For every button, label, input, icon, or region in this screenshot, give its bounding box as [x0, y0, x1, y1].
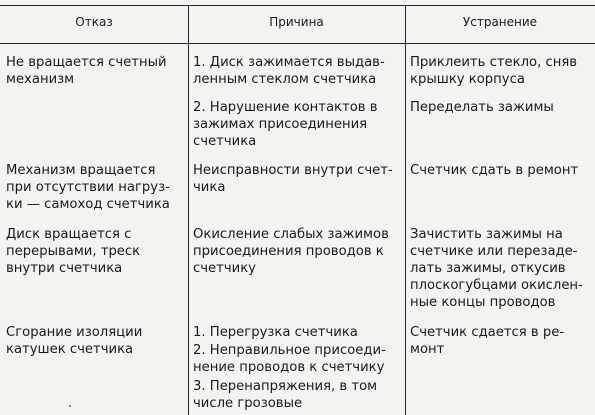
- row2-fix: Счетчик сдать в ремонт: [410, 163, 579, 178]
- row1-fix-2: Переделать зажимы: [410, 100, 554, 115]
- row1-fix-1: Приклеить стекло, сняв крышку корпуса: [410, 55, 578, 87]
- row3-fix: Зачистить зажимы на счетчике или перезаде- лать зажимы, откусив плоскогубцами окислен- ные концы проводов: [410, 227, 583, 310]
- row1-cause-1: 1. Диск зажимается выдав- ленным стеклом счетчика: [193, 55, 385, 87]
- row4-cause-2: 2. Неправильное присоеди- нение проводов к счетчику: [193, 343, 386, 375]
- row4-cause-3: 3. Перенапряжения, в том числе грозовые: [193, 379, 378, 411]
- row4-fault: Сгорание изоляции катушек счетчика: [6, 325, 143, 357]
- row4-fix: Счетчик сдается в ре- монт: [410, 325, 565, 357]
- row3-fault: Диск вращается с перерывами, треск внутри счетчика: [6, 227, 141, 276]
- row1-cause-2: 2. Нарушение контактов в зажимах присоединения счетчика: [193, 100, 378, 149]
- row3-cause: Окисление слабых зажимов присоединения проводов к счетчику: [193, 227, 389, 276]
- header-fault: Отказ: [75, 15, 113, 29]
- scan-speck: [69, 405, 71, 407]
- column-rule-2: [405, 5, 406, 415]
- header-bottom-rule: [0, 43, 595, 44]
- row2-cause: Неисправности внутри счет- чика: [193, 163, 393, 195]
- row4-cause-1: 1. Перегрузка счетчика: [193, 325, 358, 340]
- row1-fault: Не вращается счетный механизм: [6, 55, 167, 87]
- row2-fault: Механизм вращается при отсутствии нагруз- ки — самоход счетчика: [6, 163, 170, 212]
- header-fix: Устранение: [462, 15, 538, 29]
- column-rule-1: [188, 5, 189, 415]
- table-top-rule: [0, 5, 595, 6]
- header-cause: Причина: [269, 15, 324, 29]
